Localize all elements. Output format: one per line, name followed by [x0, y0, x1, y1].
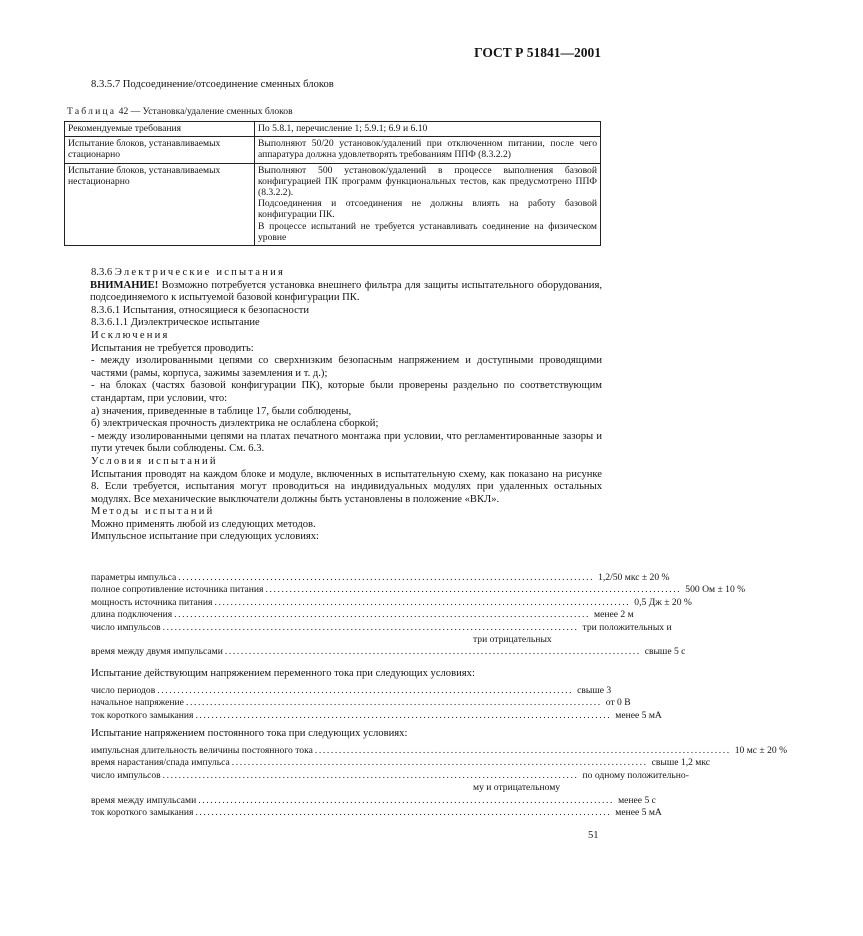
- paragraph: Импульсное испытание при следующих условиях:: [91, 531, 320, 543]
- item-value: менее 5 с: [618, 794, 656, 806]
- list-item: [91, 697, 631, 709]
- section-number: 8.3.6: [91, 267, 113, 278]
- leader-dots: ........................................................................................................: [231, 757, 648, 769]
- item-value: менее 5 мА: [615, 709, 662, 721]
- document-header: ГОСТ Р 51841—2001: [474, 45, 601, 60]
- dc-test-intro: Испытание напряжением постоянного тока при следующих условиях:: [91, 728, 408, 739]
- requirements-table: [64, 121, 601, 246]
- item-label: начальное напряжение: [91, 697, 184, 709]
- page-number: 51: [588, 830, 599, 841]
- list-item: [91, 646, 686, 658]
- item-label: полное сопротивление источника питания: [91, 584, 264, 596]
- item-label: время между двумя импульсами: [91, 646, 223, 658]
- item-value-continuation: му и отрицательному: [473, 782, 561, 794]
- subheading-methods: Методы испытаний: [91, 506, 215, 518]
- table-cell: Испытание блоков, устанавливаемых стационарно: [65, 137, 255, 163]
- item-value: 1,2/50 мкс ± 20 %: [598, 572, 670, 583]
- paragraph: Испытания проводят на каждом блоке и модуле, включенных в испытательную схему, как показано на рисунке 8. Если требуется, испытания могут проводиться на индивидуальных модулях при удаленных остальных модулях. Все механические выключатели должны быть установлены в положение «ВКЛ».: [91, 468, 602, 505]
- paragraph: - на блоках (частях базовой конфигурации ПК), которые были проверены раздельно по соответствующим стандартам, при условии, что:: [91, 380, 602, 404]
- list-item-continuation: [91, 782, 601, 794]
- paragraph: 8.3.6.1 Испытания, относящиеся к безопасности: [91, 304, 310, 316]
- table-row: [65, 163, 601, 245]
- item-label: число импульсов: [91, 621, 161, 633]
- paragraph: б) электрическая прочность диэлектрика не ослаблена сборкой;: [91, 418, 379, 430]
- leader-dots: ........................................................................................................: [162, 621, 579, 633]
- item-label: импульсная длительность величины постоянного тока: [91, 745, 313, 756]
- table-caption-prefix: Таблица: [67, 106, 117, 117]
- paragraph: Испытания не требуется проводить:: [91, 342, 254, 354]
- leader-dots: ........................................................................................................: [174, 609, 590, 621]
- item-label: мощность источника питания: [91, 596, 213, 608]
- warning-paragraph: [90, 280, 602, 305]
- item-value: свыше 3: [577, 685, 612, 696]
- item-label: время между импульсами: [91, 794, 197, 806]
- paragraph: - между изолированными цепями со сверхнизким безопасным напряжением и доступными проводящими частями (рамы, корпуса, зажимы заземления и т. д.);: [91, 355, 602, 379]
- paragraph: Можно применять любой из следующих методов.: [91, 518, 316, 530]
- leader-dots: ........................................................................................................: [314, 745, 731, 756]
- section-title: Электрические испытания: [114, 267, 286, 278]
- paragraph: а) значения, приведенные в таблице 17, были соблюдены,: [91, 405, 352, 417]
- subsection-title: 8.3.5.7 Подсоединение/отсоединение сменных блоков: [91, 79, 334, 90]
- leader-dots: ........................................................................................................: [157, 685, 574, 696]
- table-cell: Испытание блоков, устанавливаемых нестационарно: [65, 163, 255, 245]
- list-item: [91, 572, 670, 584]
- item-label: ток короткого замыкания: [91, 709, 194, 721]
- table-cell-paragraph: Выполняют 500 установок/удалений в процессе выполнения базовой конфигурацией ПК программ функциональных тестов, как предусмотрено ППФ (8.3.2.2).: [258, 164, 597, 199]
- table-caption: [67, 106, 293, 117]
- item-value: три положительных и: [582, 621, 672, 633]
- item-value: 10 мс ± 20 %: [734, 745, 788, 756]
- ac-conditions-list: [91, 685, 662, 722]
- leader-dots: ........................................................................................................: [198, 794, 615, 806]
- table-row: [65, 137, 601, 163]
- item-label: время нарастания/спада импульса: [91, 757, 230, 769]
- item-value: менее 2 м: [594, 609, 634, 621]
- list-item: [91, 596, 692, 609]
- item-value-continuation: три отрицательных: [473, 634, 552, 646]
- leader-dots: ........................................................................................................: [265, 584, 682, 596]
- item-label: параметры импульса: [91, 572, 177, 583]
- item-value: свыше 1,2 мкс: [651, 757, 711, 769]
- leader-dots: ........................................................................................................: [185, 697, 602, 709]
- dc-conditions-list: [91, 745, 788, 819]
- paragraph: 8.3.6.1.1 Диэлектрическое испытание: [91, 317, 260, 329]
- table-cell: Выполняют 50/20 установок/удалений при отключенном питании, после чего аппаратура должна удовлетворять требованиям ППФ (8.3.2.2): [255, 137, 601, 163]
- item-value: 500 Ом ± 10 %: [685, 584, 746, 596]
- paragraph: - между изолированными цепями на платах печатного монтажа при условии, что регламентированные зазоры и пути утечек были соблюдены. См. 6.3.: [91, 430, 602, 455]
- ac-test-intro: Испытание действующим напряжением переменного тока при следующих условиях:: [91, 668, 475, 679]
- list-item: [91, 621, 672, 634]
- item-value: свыше 5 с: [644, 646, 686, 658]
- list-item: [91, 769, 689, 782]
- list-item: [91, 685, 612, 697]
- table-cell-paragraph: В процессе испытаний не требуется устанавливать соединение на физическом уровне: [258, 220, 597, 243]
- table-cell: [255, 163, 601, 245]
- list-item: [91, 709, 662, 722]
- item-value: 0,5 Дж ± 20 %: [634, 596, 692, 608]
- table-caption-text: 42 — Установка/удаление сменных блоков: [118, 106, 293, 117]
- leader-dots: ........................................................................................................: [214, 596, 631, 608]
- list-item: [91, 584, 746, 596]
- warning-text: Возможно потребуется установка внешнего фильтра для защиты испытательного оборудования, подсоединяемого к испытуемой базовой конфигурации ПК.: [90, 279, 602, 304]
- item-value: от 0 В: [605, 697, 631, 709]
- item-value: менее 5 мА: [615, 807, 662, 819]
- leader-dots: ........................................................................................................: [224, 646, 641, 658]
- item-label: число периодов: [91, 685, 156, 696]
- item-label: число импульсов: [91, 769, 161, 781]
- table-cell-paragraph: Подсоединения и отсоединения не должны влиять на работу базовой конфигурации ПК.: [258, 198, 597, 221]
- list-item: [91, 807, 662, 819]
- item-value: по одному положительно-: [582, 769, 689, 781]
- impulse-conditions-list: [91, 572, 746, 659]
- subheading-exceptions: Исключения: [91, 329, 170, 341]
- list-item: [91, 794, 656, 807]
- list-item: [91, 609, 634, 621]
- item-label: ток короткого замыкания: [91, 807, 194, 819]
- item-label: длина подключения: [91, 609, 173, 621]
- leader-dots: ........................................................................................................: [162, 769, 579, 781]
- subheading-conditions: Условия испытаний: [91, 455, 218, 467]
- leader-dots: ........................................................................................................: [195, 709, 612, 721]
- list-item: [91, 757, 711, 769]
- table-cell: Рекомендуемые требования: [65, 122, 255, 137]
- body-text: [91, 267, 602, 544]
- list-item-continuation: [91, 634, 601, 646]
- table-cell: По 5.8.1, перечисление 1; 5.9.1; 6.9 и 6.10: [255, 122, 601, 137]
- list-item: [91, 745, 788, 757]
- warning-label: ВНИМАНИЕ!: [90, 279, 159, 291]
- section-heading: [91, 267, 602, 280]
- leader-dots: ........................................................................................................: [178, 572, 595, 583]
- table-row: [65, 122, 601, 137]
- leader-dots: ........................................................................................................: [195, 807, 612, 819]
